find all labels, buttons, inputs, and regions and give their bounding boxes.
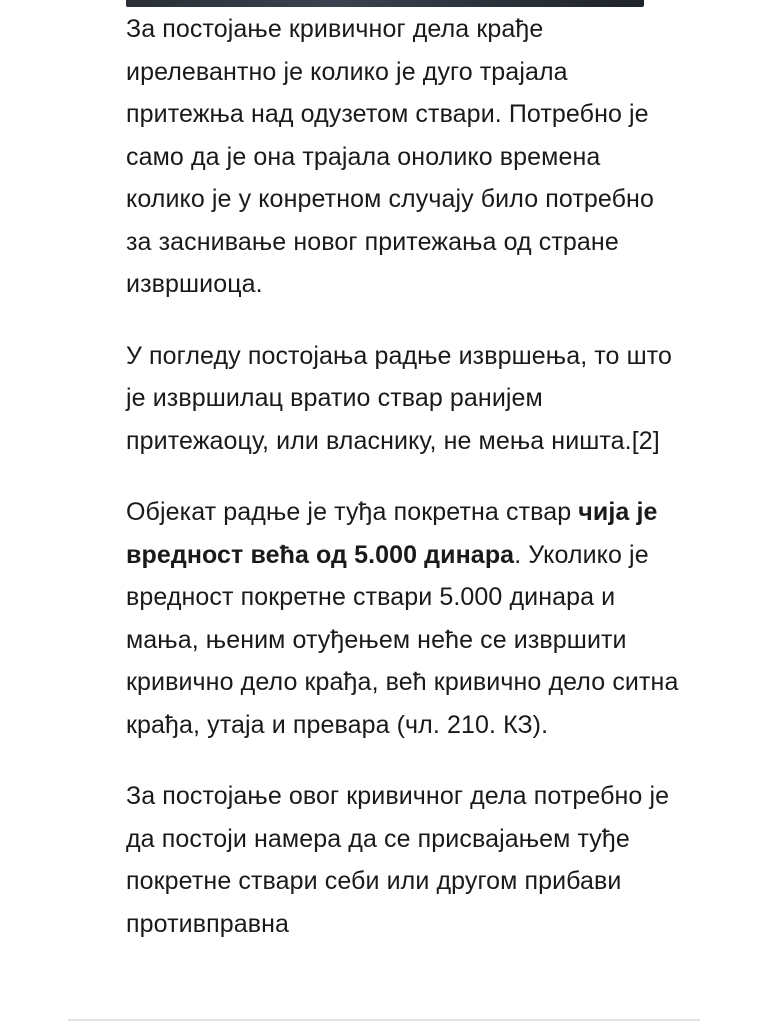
paragraph-object-text-start: Објекат радње је туђа покретна ствар <box>126 498 579 526</box>
top-image-edge <box>126 0 644 7</box>
article-body <box>126 8 686 974</box>
paragraph-object-of-act <box>126 491 686 746</box>
paragraph-intent: За постојање овог кривичног дела потребно је да постоји намера да се присвајањем туђе покретне ствари себи или другом прибави противправна <box>126 782 670 938</box>
paragraph-return-text: У погледу постојања радње извршења, то што је извршилац вратио ствар ранијем притежаоцу, или власнику, не мења ништа. <box>126 341 673 455</box>
paragraph-object-text-end: . Уколико је вредност покретне ствари 5.000 динара и мања, њеним отуђењем неће се извршити кривично дело крађа, већ кривично дело ситна крађа, утаја и превара (чл. 210. КЗ). <box>126 540 679 739</box>
paragraph-duration: За постојање кривичног дела крађе ирелевантно је колико је дуго трајала притежња над одузетом ствари. Потребно је само да је она трајала онолико времена колико је у конретном случају било потребно за заснивање новог притежања од стране извршиоца. <box>126 15 654 298</box>
paragraph-return-of-item <box>126 335 686 463</box>
bottom-divider <box>68 1019 700 1021</box>
footnote-reference-link[interactable]: [2] <box>631 426 660 455</box>
value-threshold-bold-text: чија је вредност већа од 5.000 динара <box>126 498 658 569</box>
